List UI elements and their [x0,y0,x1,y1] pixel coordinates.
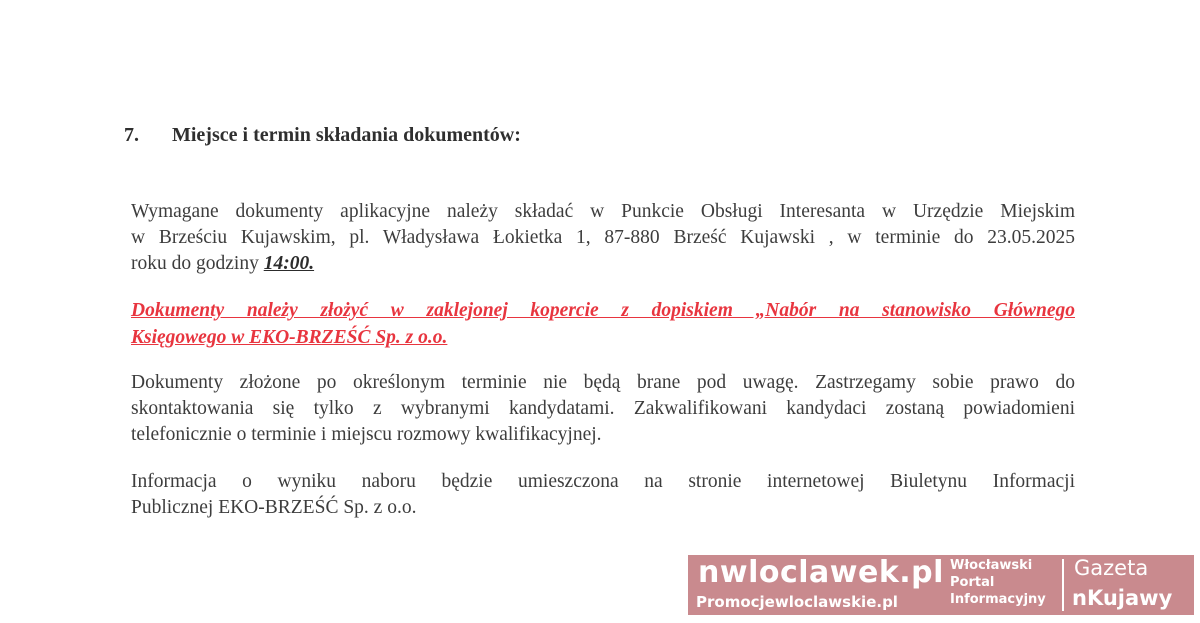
portal-line: Włocławski [950,558,1033,573]
paragraph-line: w Brześciu Kujawskim, pl. Władysława Łokietka 1, 87-880 Brześć Kujawski , w terminie do 23.05.2025 [131,227,1075,248]
paragraph-line: Informacja o wyniku naboru będzie umieszczona na stronie internetowej Biuletynu Informacji [131,471,1075,492]
watermark-gazeta: Gazeta [1074,556,1149,580]
paragraph-line: Publicznej EKO-BRZEŚĆ Sp. z o.o. [131,497,417,518]
paragraph-line: skontaktowania się tylko z wybranymi kandydatami. Zakwalifikowani kandydaci zostaną powiadomieni [131,398,1075,419]
watermark-portal-text [950,557,1046,608]
paragraph-results-info [131,469,1075,521]
watermark-gazeta-brand: nKujawy [1072,586,1173,610]
deadline-prefix: roku do godziny [131,253,259,274]
paragraph-line: Dokumenty złożone po określonym terminie nie będą brane pod uwagę. Zastrzegamy sobie prawo do [131,372,1075,393]
watermark-divider [1062,559,1064,611]
paragraph-late-documents [131,370,1075,448]
paragraph-line: Wymagane dokumenty aplikacyjne należy składać w Punkcie Obsługi Interesanta w Urzędzie Miejskim [131,201,1075,222]
section-heading [124,124,521,147]
portal-line: Informacyjny [950,592,1046,607]
watermark-banner [688,555,1194,615]
paragraph-line [131,251,1075,277]
section-title: Miejsce i termin składania dokumentów: [172,124,521,146]
paragraph-line: telefonicznie o terminie i miejscu rozmowy kwalifikacyjnej. [131,424,602,445]
paragraph-line: Dokumenty należy złożyć w zaklejonej kopercie z dopiskiem „Nabór na stanowisko Głównego [131,300,1075,321]
paragraph-envelope-note [131,297,1075,351]
section-number: 7. [124,124,139,146]
deadline-time: 14:00. [263,253,315,274]
watermark-site-logo: nwloclawek.pl [698,555,944,590]
paragraph-line: Księgowego w EKO-BRZEŚĆ Sp. z o.o. [131,327,448,348]
portal-line: Portal [950,575,995,590]
paragraph-submission-place [131,199,1075,277]
watermark-subsite: Promocjewloclawskie.pl [696,593,898,611]
